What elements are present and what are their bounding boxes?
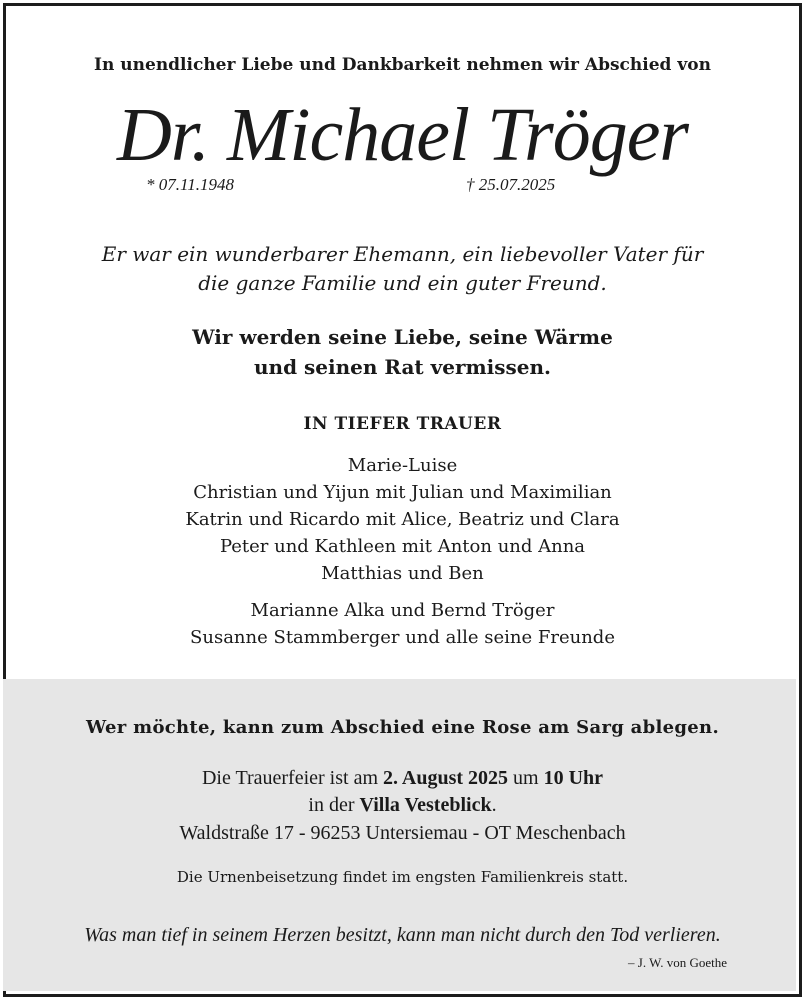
tribute-line: Er war ein wunderbarer Ehemann, ein liebevoller Vater für bbox=[101, 242, 704, 266]
venue-address: Waldstraße 17 - 96253 Untersiemau - OT Meschenbach bbox=[179, 822, 626, 844]
ceremony-info bbox=[0, 765, 805, 819]
venue-prefix: in der bbox=[308, 794, 360, 816]
friend-line: Marianne Alka und Bernd Tröger bbox=[250, 600, 555, 621]
friend-line: Susanne Stammberger und alle seine Freunde bbox=[190, 627, 615, 648]
quote-text: Was man tief in seinem Herzen besitzt, kann man nicht durch den Tod verlieren. bbox=[84, 924, 721, 946]
miss-line: Wir werden seine Liebe, seine Wärme bbox=[192, 325, 613, 349]
family-member: Peter und Kathleen mit Anton und Anna bbox=[219, 536, 586, 557]
family-member: Katrin und Ricardo mit Alice, Beatriz und Clara bbox=[185, 509, 620, 530]
miss-line: und seinen Rat vermissen. bbox=[253, 355, 551, 379]
deceased-name: Dr. Michael Tröger bbox=[117, 93, 688, 177]
friends-list bbox=[0, 597, 805, 651]
family-member: Matthias und Ben bbox=[321, 563, 484, 584]
trauer-heading: IN TIEFER TRAUER bbox=[303, 414, 502, 434]
ceremony-prefix: Die Trauerfeier ist am bbox=[201, 767, 384, 789]
miss-text bbox=[0, 322, 805, 382]
tribute-text bbox=[0, 240, 805, 298]
birth-date: * 07.11.1948 bbox=[146, 175, 234, 194]
ceremony-date: 2. August 2025 bbox=[383, 767, 509, 789]
venue-suffix: . bbox=[491, 794, 497, 816]
ceremony-line-2 bbox=[0, 792, 805, 819]
intro-text: In unendlicher Liebe und Dankbarkeit nehmen wir Abschied von bbox=[94, 55, 711, 75]
family-member: Christian und Yijun mit Julian und Maximilian bbox=[193, 482, 612, 503]
family-member: Marie-Luise bbox=[347, 455, 458, 476]
quote-author: – J. W. von Goethe bbox=[628, 955, 727, 970]
ceremony-venue: Villa Vesteblick bbox=[359, 794, 492, 816]
death-date: † 25.07.2025 bbox=[466, 175, 556, 194]
ceremony-time: 10 Uhr bbox=[543, 767, 604, 789]
ceremony-at: um bbox=[508, 767, 544, 789]
family-list bbox=[0, 452, 805, 587]
rose-note: Wer möchte, kann zum Abschied eine Rose am Sarg ablegen. bbox=[85, 717, 720, 738]
ceremony-line-1 bbox=[0, 765, 805, 792]
tribute-line: die ganze Familie und ein guter Freund. bbox=[198, 271, 607, 295]
urn-note: Die Urnenbeisetzung findet im engsten Familienkreis statt. bbox=[176, 868, 629, 886]
